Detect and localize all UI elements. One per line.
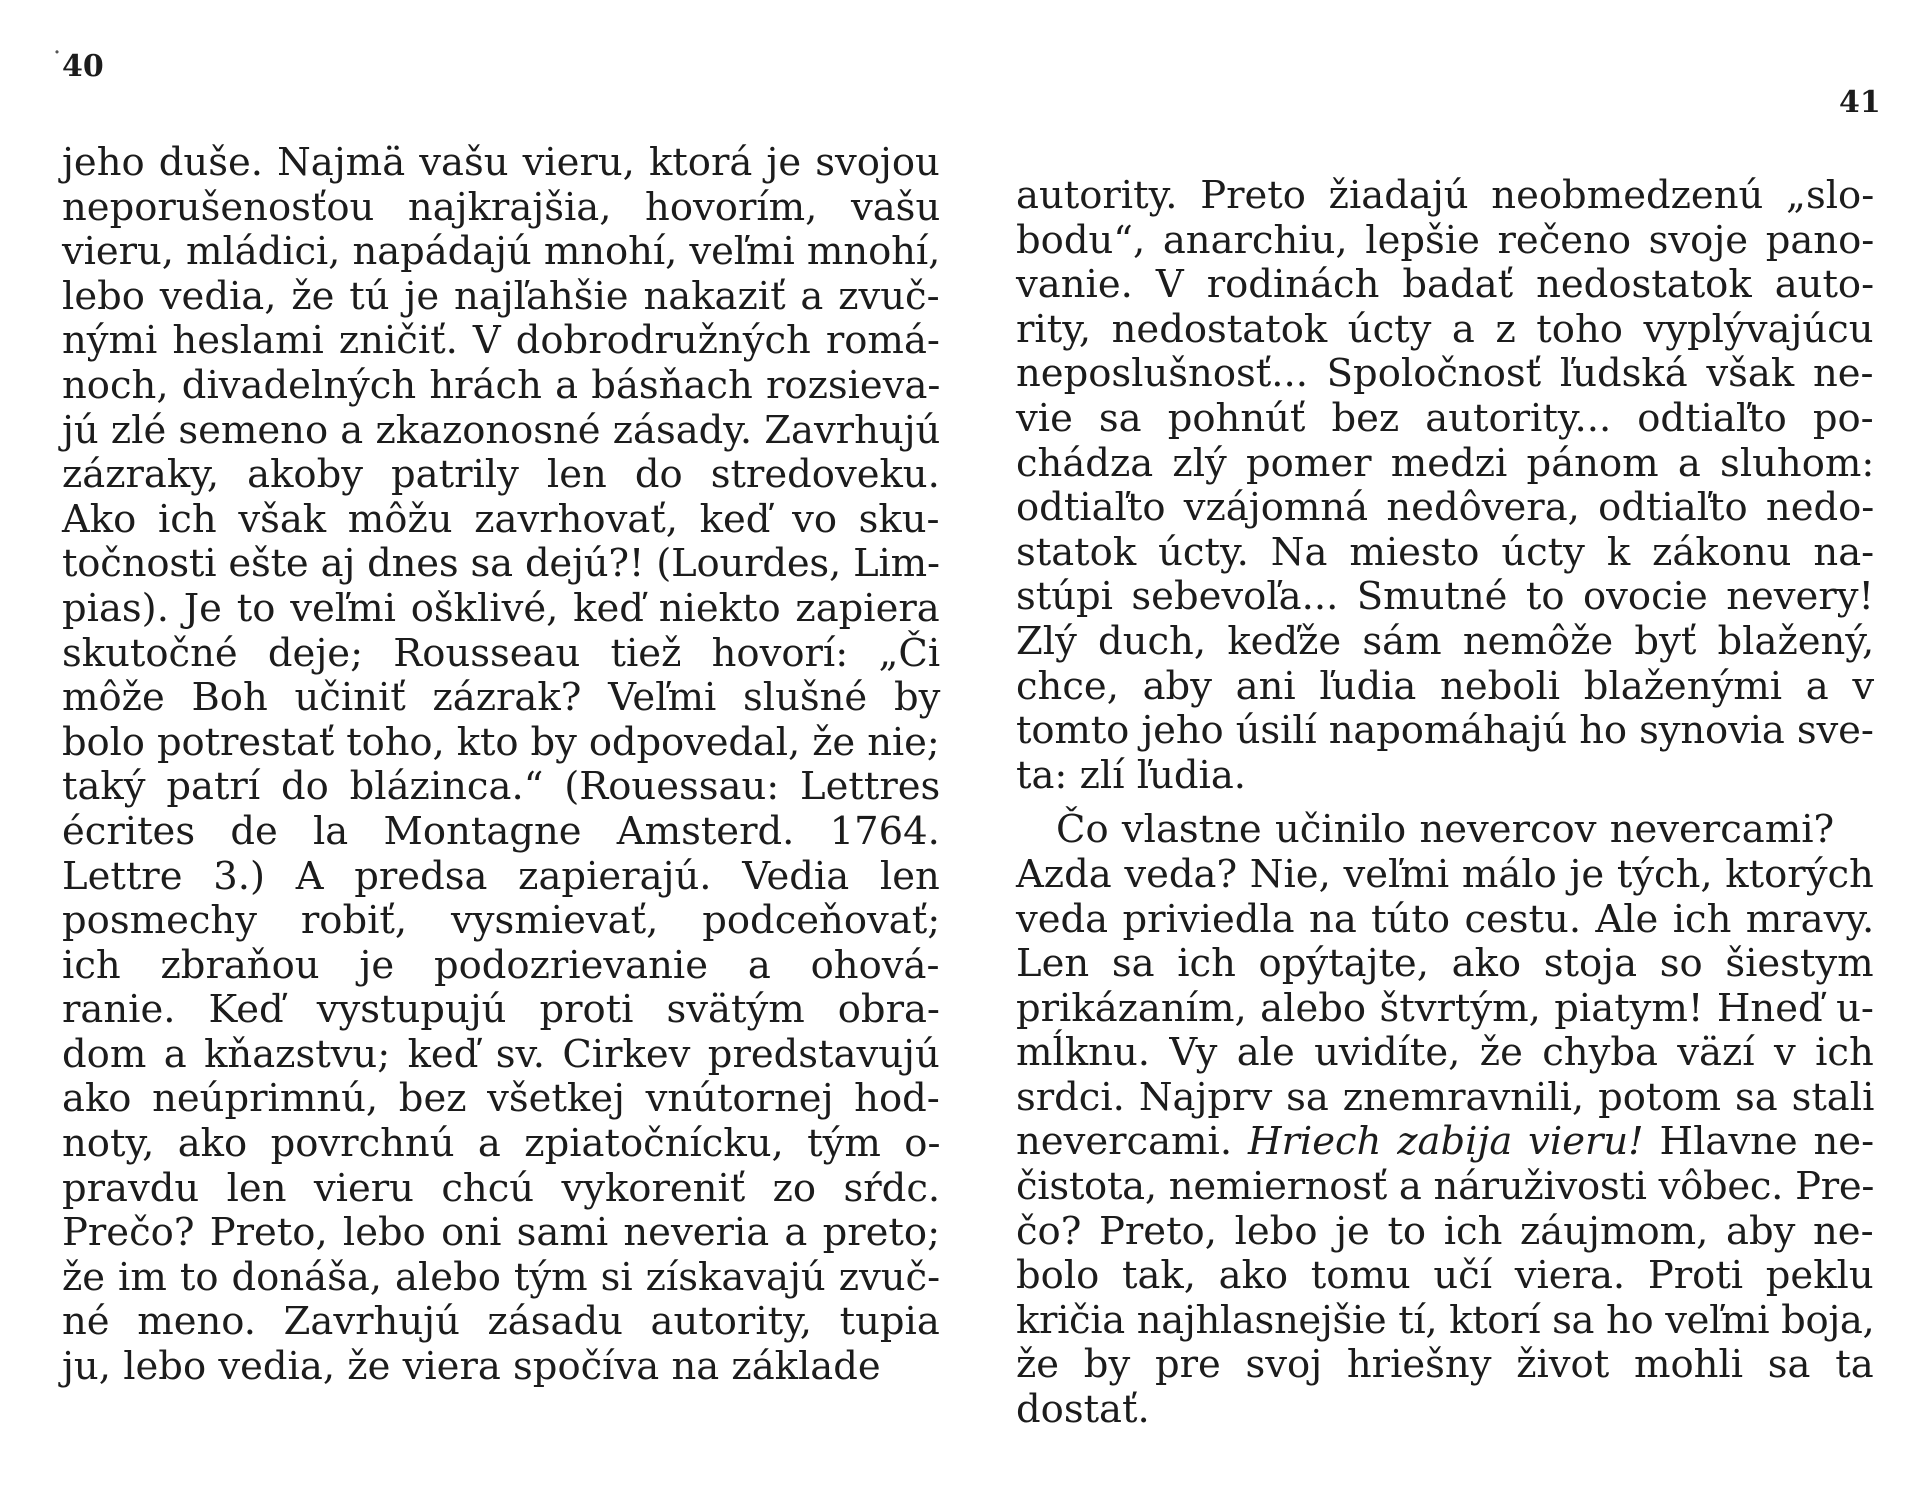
text-line: stúpi sebevoľa... Smutné to ovocie nevery! [1016, 574, 1874, 620]
text-line: posmechy robiť, vysmievať, podceňovať; [62, 898, 941, 944]
text-run: Hlavne ne- [1643, 1119, 1875, 1165]
italic-emphasis: Hriech zabija vieru! [1247, 1119, 1644, 1165]
text-line: taký patrí do blázinca.“ (Rouessau: Lettres [62, 764, 941, 810]
text-line: jeho duše. Najmä vašu vieru, ktorá je svojou [62, 140, 940, 185]
text-line: noch, divadelných hrách a básňach rozsieva- [62, 362, 941, 408]
ink-speck: ˙ [50, 46, 64, 79]
page-number: 40 [62, 49, 104, 84]
right-page [957, 0, 1914, 1500]
text-line: točnosti ešte aj dnes sa dejú?! (Lourdes, Lim- [62, 541, 940, 587]
text-line: dostať. [1016, 1387, 1150, 1433]
text-line: ta: zlí ľudia. [1016, 752, 1247, 798]
text-line: že by pre svoj hriešny život mohli sa ta [1016, 1342, 1874, 1388]
text-line: Zlý duch, keďže sám nemôže byť blažený, [1016, 618, 1875, 664]
text-line: jú zlé semeno a zkazonosné zásady. Zavrhujú [62, 407, 941, 453]
page-number: 41 [1839, 85, 1881, 120]
text-line: statok úcty. Na miesto úcty k zákonu na- [1016, 529, 1875, 575]
text-line: prikázaním, alebo štvrtým, piatym! Hneď u- [1016, 985, 1874, 1031]
paragraph [1016, 174, 1874, 798]
text-line: ranie. Keď vystupujú proti svätým obra- [62, 987, 940, 1033]
left-text-column [62, 141, 940, 1390]
text-line: noty, ako povrchnú a zpiatočnícku, tým o- [62, 1121, 941, 1167]
text-line: neporušenosťou najkrajšia, hovorím, vašu [62, 184, 941, 230]
text-line: Čo vlastne učinilo nevercov nevercami? [1056, 807, 1835, 853]
text-line: ju, lebo vedia, že viera spočíva na základe [62, 1344, 881, 1390]
text-line: pravdu len vieru chcú vykoreniť zo sŕdc. [62, 1165, 941, 1211]
text-line: vie sa pohnúť bez autority... odtiaľto po- [1016, 395, 1874, 441]
text-line: bodu“, anarchiu, lepšie rečeno svoje pano- [1016, 217, 1875, 263]
text-line: chádza zlý pomer medzi pánom a sluhom: [1016, 440, 1875, 486]
text-line: vanie. V rodinách badať nedostatok auto- [1016, 262, 1875, 308]
text-line: vieru, mládici, napádajú mnohí, veľmi mnohí, [62, 229, 941, 275]
text-line: Azda veda? Nie, veľmi málo je tých, ktorých [1016, 851, 1874, 897]
text-line: écrites de la Montagne Amsterd. 1764. [62, 808, 940, 854]
text-line: odtiaľto vzájomná nedôvera, odtiaľto nedo- [1016, 485, 1875, 531]
text-line: rity, nedostatok úcty a z toho vyplývajúcu [1016, 306, 1874, 352]
text-line: čistota, nemiernosť a náruživosti vôbec. Pre- [1016, 1164, 1875, 1210]
text-line: že im to donáša, alebo tým si získavajú zvuč- [62, 1254, 941, 1300]
text-line: čo? Preto, lebo je to ich záujmom, aby ne- [1016, 1208, 1874, 1254]
text-line: dom a kňazstvu; keď sv. Cirkev predstavujú [62, 1031, 940, 1077]
right-text-column [1016, 174, 1874, 1433]
text-line: chce, aby ani ľudia neboli blaženými a v [1016, 663, 1875, 709]
text-line: mĺknu. Vy ale uvidíte, že chyba väzí v ich [1016, 1030, 1874, 1076]
text-line: veda priviedla na túto cestu. Ale ich mravy. [1016, 896, 1875, 942]
text-line: tomto jeho úsilí napomáhajú ho synovia sve- [1016, 708, 1874, 754]
text-line: kričia najhlasnejšie tí, ktorí sa ho veľmi boja, [1016, 1297, 1875, 1343]
text-line: Ako ich však môžu zavrhovať, keď vo sku- [62, 496, 940, 542]
text-line: skutočné deje; Rousseau tiež hovorí: „Či [62, 630, 941, 676]
text-run: nevercami. [1016, 1119, 1248, 1165]
text-line: Len sa ich opýtajte, ako stoja so šiestym [1016, 941, 1874, 987]
text-line: môže Boh učiniť zázrak? Veľmi slušné by [62, 675, 941, 721]
text-line: ich zbraňou je podozrievanie a ohová- [62, 942, 940, 988]
text-line: neposlušnosť... Spoločnosť ľudská však ne- [1016, 351, 1874, 397]
text-line: ako neúprimnú, bez všetkej vnútornej hod- [62, 1076, 940, 1122]
text-line: srdci. Najprv sa znemravnili, potom sa stali [1016, 1074, 1875, 1120]
text-line: Lettre 3.) A predsa zapierajú. Vedia len [62, 853, 940, 899]
text-line: zázraky, akoby patrily len do stredoveku. [62, 452, 940, 498]
text-line: pias). Je to veľmi ošklivé, keď niekto zapiera [62, 585, 940, 631]
text-line [1016, 1120, 1874, 1165]
text-line: lebo vedia, že tú je najľahšie nakaziť a zvuč- [62, 273, 940, 319]
text-line: né meno. Zavrhujú zásadu autority, tupia [62, 1299, 940, 1345]
text-line: bolo tak, ako tomu učí viera. Proti peklu [1016, 1253, 1874, 1299]
text-line: nými heslami zničiť. V dobrodružných romá- [62, 318, 940, 364]
text-line: Prečo? Preto, lebo oni sami neveria a preto; [62, 1210, 941, 1256]
text-line: autority. Preto žiadajú neobmedzenú „slo- [1016, 173, 1875, 218]
paragraph [1016, 808, 1874, 1432]
text-line: bolo potrestať toho, kto by odpovedal, že nie; [62, 719, 940, 765]
